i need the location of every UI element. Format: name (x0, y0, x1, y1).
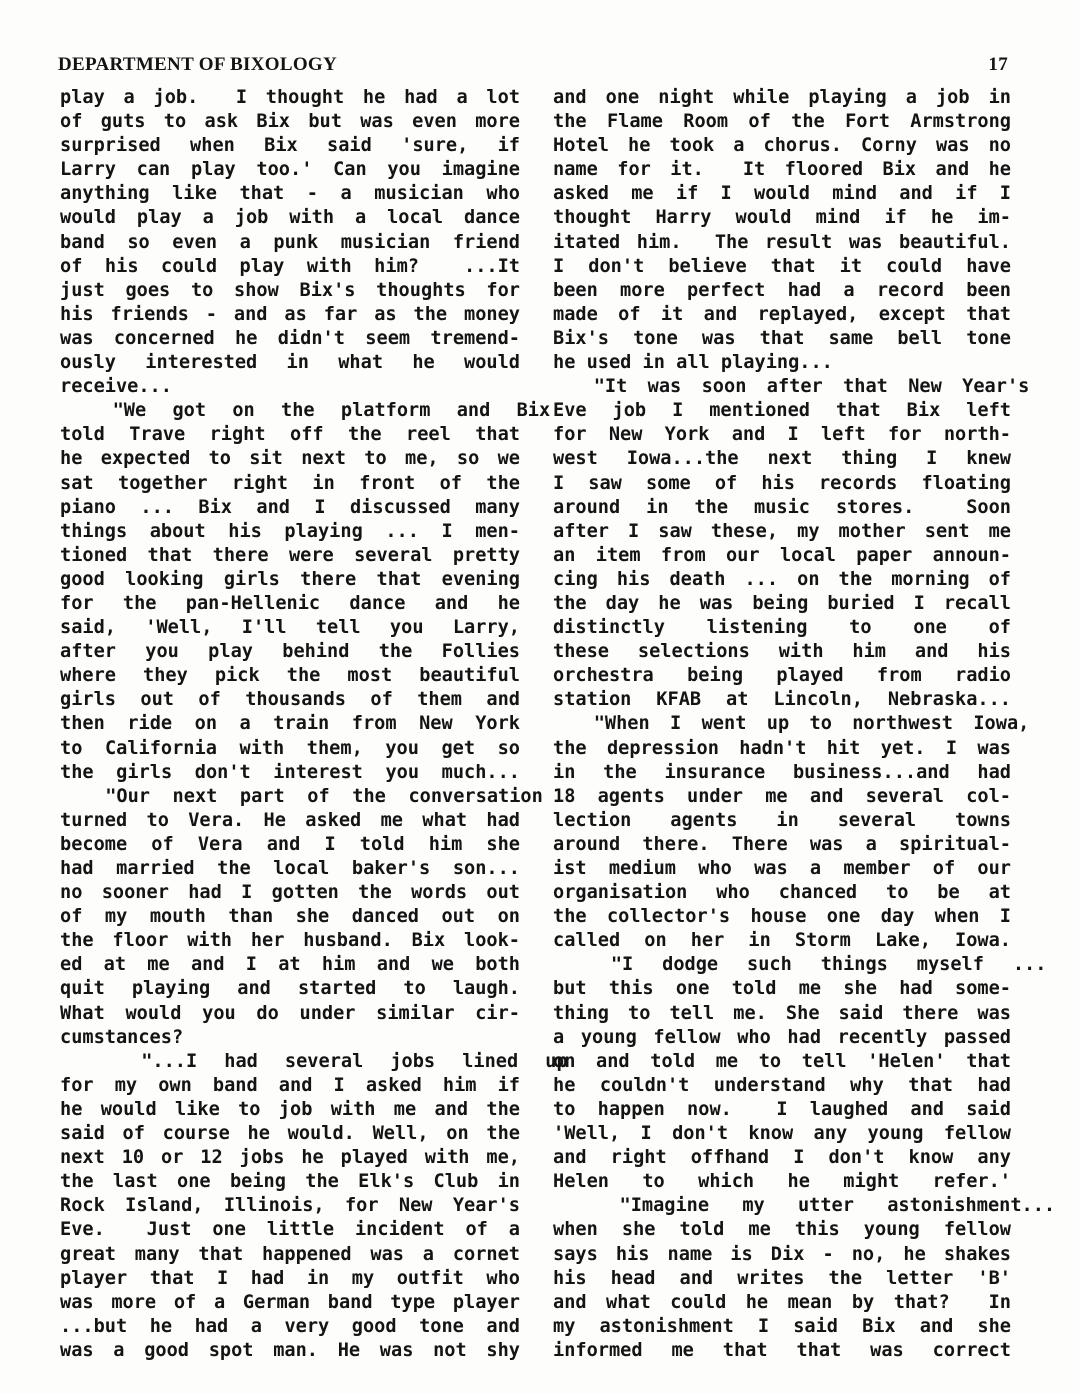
text-line: after I saw these, my mother sent me (553, 520, 1011, 542)
text-line: his head and writes the letter 'B' (553, 1267, 1011, 1289)
text-line: to California with them, you get so (60, 737, 520, 759)
text-line: ist medium who was a member of our (553, 858, 1011, 879)
text-line: of guts to ask Bix but was even more (60, 111, 520, 133)
text-line: asked me if I would mind and if I (553, 183, 1011, 205)
text-line: quit playing and started to laugh. (60, 978, 520, 1000)
text-line: for New York and I left for north- (553, 424, 1011, 446)
text-line: What would you do under similar cir- (60, 1002, 520, 1024)
text-line: Rock Island, Illinois, for New Year's (60, 1195, 520, 1217)
text-line: says his name is Dix - no, he shakes (553, 1243, 1011, 1265)
text-line: the depression hadn't hit yet. I was (553, 737, 1011, 759)
text-line: made of it and replayed, except that (553, 303, 1011, 325)
text-line: he expected to sit next to me, so we (60, 448, 520, 470)
text-line: turned to Vera. He asked me what had (60, 809, 520, 831)
text-line: he would like to job with me and the (60, 1098, 520, 1120)
text-line: said, 'Well, I'll tell you Larry, (60, 617, 520, 639)
text-line: distinctly listening to one of (553, 617, 1011, 639)
text-line: the day he was being buried I recall (553, 592, 1011, 614)
text-line: when she told me this young fellow (553, 1219, 1011, 1241)
text-line: things about his playing ... I men- (60, 520, 520, 542)
text-line: after you play behind the Follies (60, 641, 520, 663)
header-title: DEPARTMENT OF BIXOLOGY (58, 54, 337, 75)
text-line: in the insurance business...and had (553, 761, 1011, 783)
text-line: Hotel he took a chorus. Corny was no (553, 135, 1011, 157)
text-line: itated him. The result was beautiful. (553, 231, 1011, 253)
text-line: band so even a punk musician friend (60, 231, 520, 253)
text-line: for my own band and I asked him if (60, 1074, 520, 1096)
text-line: cumstances? (60, 1026, 184, 1048)
text-line: of my mouth than she danced out on (60, 906, 520, 928)
text-line: around in the music stores. Soon (553, 496, 1011, 518)
text-line: the floor with her husband. Bix look- (60, 930, 520, 952)
text-line: and what could he mean by that? In (553, 1291, 1011, 1313)
text-line: Bix's tone was that same bell tone (553, 327, 1011, 349)
text-line: just goes to show Bix's thoughts for (60, 279, 520, 301)
text-line: I saw some of his records floating (553, 472, 1011, 494)
text-line: Eve. Just one little incident of a (60, 1219, 520, 1241)
text-line: girls out of thousands of them and (60, 689, 520, 711)
text-line: play a job. I thought he had a lot (60, 87, 520, 108)
text-line: good looking girls there that evening (60, 568, 520, 590)
text-line: I don't believe that it could have (553, 255, 1011, 277)
text-line: my astonishment I said Bix and she (553, 1315, 1011, 1337)
text-line: for the pan-Hellenic dance and he (60, 592, 520, 614)
text-line: Helen to which he might refer.' (553, 1171, 1011, 1193)
page-header (58, 54, 1008, 76)
text-line: an item from our local paper announ- (553, 544, 1011, 566)
text-line: the Flame Room of the Fort Armstrong (553, 111, 1011, 133)
text-line: cing his death ... on the morning of (553, 568, 1011, 590)
text-line: west Iowa...the next thing I knew (553, 448, 1011, 470)
text-line: "...I had several jobs lined up (60, 1050, 568, 1072)
text-line: tioned that there were several pretty (60, 544, 520, 566)
text-line: but this one told me she had some- (553, 978, 1011, 1000)
left-column (60, 86, 568, 1363)
text-line: next 10 or 12 jobs he played with me, (60, 1147, 520, 1169)
text-line: anything like that - a musician who (60, 183, 520, 205)
text-line: thought Harry would mind if he im- (553, 207, 1011, 229)
text-line: piano ... Bix and I discussed many (60, 496, 520, 518)
text-line: on and told me to tell 'Helen' that (553, 1050, 1011, 1072)
text-line: station KFAB at Lincoln, Nebraska... (553, 689, 1011, 711)
text-line: receive... (60, 376, 172, 398)
text-line: sat together right in front of the (60, 472, 520, 494)
text-line: no sooner had I gotten the words out (60, 882, 520, 904)
text-line: ...but he had a very good tone and (60, 1315, 520, 1337)
text-line: his friends - and as far as the money (60, 303, 520, 325)
text-line: "When I went up to northwest Iowa, (553, 713, 1030, 735)
text-line: then ride on a train from New York (60, 713, 520, 735)
text-line: "It was soon after that New Year's (553, 376, 1030, 398)
text-line: and right offhand I don't know any (553, 1147, 1011, 1169)
text-line: informed me that that was correct (553, 1339, 1011, 1361)
text-line: the collector's house one day when I (553, 906, 1011, 928)
text-line: the girls don't interest you much... (60, 761, 520, 783)
text-line: said of course he would. Well, on the (60, 1123, 520, 1145)
text-line: these selections with him and his (553, 641, 1011, 663)
text-line: player that I had in my outfit who (60, 1267, 520, 1289)
text-line: great many that happened was a cornet (60, 1243, 520, 1265)
text-line: was concerned he didn't seem tremend- (60, 327, 520, 349)
text-line: Larry can play too.' Can you imagine (60, 159, 520, 181)
text-line: where they pick the most beautiful (60, 665, 520, 687)
text-line: would play a job with a local dance (60, 207, 520, 229)
text-line: been more perfect had a record been (553, 279, 1011, 301)
text-line: the last one being the Elk's Club in (60, 1171, 520, 1193)
text-line: ously interested in what he would (60, 352, 520, 374)
text-line: to happen now. I laughed and said (553, 1098, 1011, 1120)
text-line: thing to tell me. She said there was (553, 1002, 1011, 1024)
text-line: ed at me and I at him and we both (60, 954, 520, 976)
text-line: "Our next part of the conversation (60, 785, 543, 807)
text-line: "I dodge such things myself ... (553, 954, 1047, 976)
text-line: of his could play with him? ...It (60, 255, 520, 277)
text-line: orchestra being played from radio (553, 665, 1011, 687)
text-line: was a good spot man. He was not shy (60, 1339, 520, 1361)
text-line: surprised when Bix said 'sure, if (60, 135, 520, 157)
page-number: 17 (988, 54, 1008, 75)
text-line: lection agents in several towns (553, 809, 1011, 831)
text-line: called on her in Storm Lake, Iowa. (553, 930, 1011, 952)
text-line: "We got on the platform and Bix (60, 400, 551, 422)
text-line: 'Well, I don't know any young fellow (553, 1123, 1011, 1145)
text-line: had married the local baker's son... (60, 858, 520, 879)
text-line: 18 agents under me and several col- (553, 785, 1011, 807)
text-line: Eve job I mentioned that Bix left (553, 400, 1011, 422)
text-line: he couldn't understand why that had (553, 1074, 1011, 1096)
text-line: he used in all playing... (553, 352, 833, 374)
text-line: and one night while playing a job in (553, 87, 1011, 108)
text-line: name for it. It floored Bix and he (553, 159, 1011, 181)
text-line: told Trave right off the reel that (60, 424, 520, 446)
text-line: was more of a German band type player (60, 1291, 520, 1313)
text-line: "Imagine my utter astonishment... (553, 1195, 1056, 1217)
text-line: organisation who chanced to be at (553, 882, 1011, 904)
right-column (553, 86, 1056, 1363)
text-line: become of Vera and I told him she (60, 833, 520, 855)
text-line: around there. There was a spiritual- (553, 833, 1011, 855)
text-line: a young fellow who had recently passed (553, 1026, 1011, 1048)
